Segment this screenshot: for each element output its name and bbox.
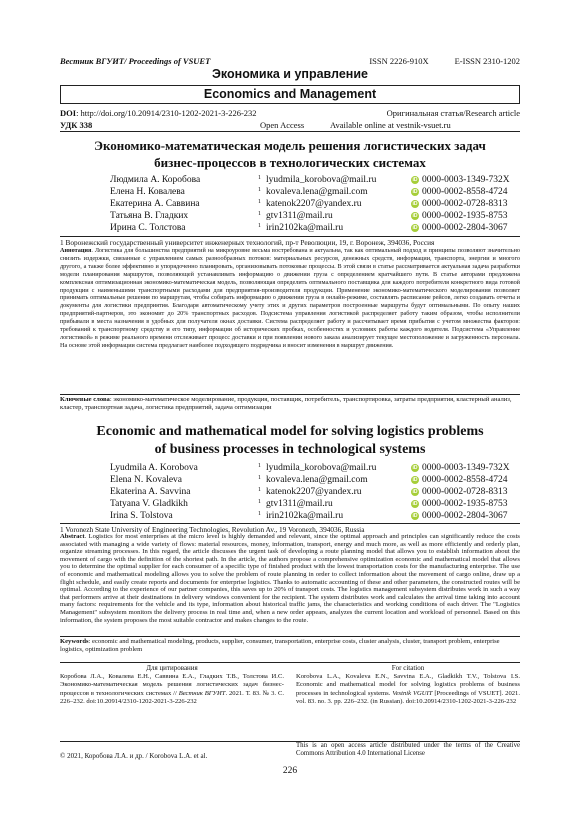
author-name: Lyudmila A. Korobova: [110, 463, 198, 473]
citation-en-heading: For citation: [391, 664, 425, 672]
author-email[interactable]: gtv1311@mail.ru: [266, 211, 333, 221]
author-orcid[interactable]: [411, 486, 508, 498]
journal-name: Вестник ВГУИТ/ Proceedings of VSUET: [60, 56, 211, 66]
author-row: [110, 210, 510, 222]
citation-ru-journal: Вестник ВГУИТ: [178, 689, 226, 697]
author-row: [110, 498, 510, 510]
udc: УДК 338: [60, 120, 93, 130]
author-name: Elena N. Kovaleva: [110, 475, 183, 485]
available-online[interactable]: Available online at vestnik-vsuet.ru: [330, 120, 451, 130]
abstract-ru: [60, 247, 520, 393]
orcid-id: 0000-0002-8558-4724: [422, 187, 508, 197]
affiliation-mark: 1: [258, 199, 261, 205]
title-en-line1: Economic and mathematical model for solving logistics problems: [96, 424, 484, 439]
author-orcid[interactable]: [411, 210, 508, 222]
author-orcid[interactable]: [411, 474, 508, 486]
orcid-id: 0000-0002-8558-4724: [422, 475, 508, 485]
abstract-ru-label: Аннотация: [60, 247, 92, 254]
orcid-icon: iD: [412, 213, 418, 219]
udc-row: [60, 120, 520, 132]
section-title-ru: Экономика и управление: [212, 67, 368, 81]
abstract-en-text: . Logistics for most enterprises at the micro level is highly demanded and relevant, since the optimal approach and principles can significantly reduce the costs associated with managing a wide variety of flows: material resources, money, information, transport, energy and much more, as well as more efficiently and orderly plan, organize streaming processes. In this regard, the article discusses the urgent task of developing a route planning model that allows you to establish information about the movement of cargo with the definition of the shortest path. In the article, the authors propose a comprehensive optimization economic and mathematical model that allows you to determine the optimal supplier for each consumer of a specific type of finished product with the lowest transportation costs for the manufacturing enterprise. The use of economic and mathematical modeling allows you to solve the problem of route planning in order to collect information about the movement of cargo online, draw up a flight schedule, and easily create reports and documents for enterprise logistics. Thanks to automatic accounting of these and other parameters, the constructed routes will be optimal. According to the experience of our partner companies, this saves up to 20% of transport costs. The logistics management subsystem distributes work in such a way that performers arrive at their destinations in delivery windows convenient for the recipient. The system distributes work and calculates the arrival time taking into account many factors: requirements for the vehicle and its type, information about historical traffic jams, the characteristics and working conditions of each driver. The "Logistics Management" subsystem monitors the delivery process in real time and, when a new order appears, analyzes the current location and workload of personnel. Based on this information, the system proposes the most suitable contractor and makes changes to the route.: [60, 533, 520, 624]
orcid-icon: iD: [412, 189, 418, 195]
orcid-icon: iD: [412, 201, 418, 207]
author-orcid[interactable]: [411, 186, 508, 198]
copyright: © 2021, Коробова Л.А. и др. / Korobova L.A. et al.: [60, 752, 208, 760]
author-email[interactable]: irin2102ka@mail.ru: [266, 223, 344, 233]
author-orcid[interactable]: [411, 498, 508, 510]
doi[interactable]: [60, 108, 257, 118]
affiliation-mark: 1: [258, 187, 261, 193]
affiliation-mark: 1: [258, 463, 261, 469]
citation-en-text: [296, 673, 520, 706]
orcid-id: 0000-0002-2804-3067: [422, 511, 508, 521]
author-row: [110, 186, 510, 198]
orcid-icon: iD: [412, 477, 418, 483]
orcid-id: 0000-0002-2804-3067: [422, 223, 508, 233]
author-name: Елена Н. Ковалева: [110, 187, 185, 197]
orcid-id: 0000-0003-1349-732X: [422, 175, 510, 185]
keywords-ru: [60, 394, 520, 412]
orcid-icon: iD: [412, 177, 418, 183]
article-type: Оригинальная статья/Research article: [386, 108, 520, 118]
keywords-en-text: : economic and mathematical modeling, products, supplier, consumer, transportation, enterprise costs, cluster analysis, cluster, transport problem, enterprise logistics, optimization problem: [60, 638, 500, 654]
citation-en-part1: Korobova L.A., Kovaleva E.N., Savvina E.A., Gladkikh T.V., Tolstova I.S. Economic and mathematical model for solving logistics problems of business processes in technological systems.: [296, 673, 520, 697]
author-name: Tatyana V. Gladkikh: [110, 499, 188, 509]
citation-ru-heading: Для цитирования: [146, 664, 198, 672]
affiliation-mark: 1: [258, 211, 261, 217]
keywords-en: [60, 636, 520, 654]
citation-en-part2: [Proceedings of VSUET]. 2021. vol. 83. no. 3. pp. 226–232. (in Russian). doi:10.20914/2310-1202-2021-3-226-232: [296, 689, 520, 705]
abstract-en-label: Abstract: [60, 533, 85, 540]
author-email[interactable]: kovaleva.lena@gmail.com: [266, 187, 368, 197]
citation-ru: [60, 663, 284, 706]
author-row: [110, 486, 510, 498]
orcid-icon: iD: [412, 225, 418, 231]
author-orcid[interactable]: [411, 198, 508, 210]
citation-en: [296, 663, 520, 706]
issn: ISSN 2226-910X: [369, 56, 429, 66]
author-name: Татьяна В. Гладких: [110, 211, 189, 221]
citation-box: [60, 662, 520, 706]
author-orcid[interactable]: [411, 174, 510, 186]
author-row: [110, 222, 510, 234]
section-title-en: Economics and Management: [60, 85, 520, 104]
orcid-id: 0000-0002-0728-8313: [422, 487, 508, 497]
orcid-id: 0000-0002-1935-8753: [422, 499, 508, 509]
author-orcid[interactable]: [411, 510, 508, 522]
orcid-id: 0000-0002-0728-8313: [422, 199, 508, 209]
author-orcid[interactable]: [411, 222, 508, 234]
citation-en-journal: Vestnik VGUIT: [392, 689, 433, 697]
author-row: [110, 462, 510, 474]
title-en: [60, 423, 520, 459]
abstract-en: [60, 533, 520, 636]
affiliation-mark: 1: [258, 487, 261, 493]
affiliation-mark: 1: [258, 511, 261, 517]
citation-ru-text: [60, 673, 284, 706]
orcid-id: 0000-0002-1935-8753: [422, 211, 508, 221]
affiliation-mark: 1: [258, 223, 261, 229]
orcid-icon: iD: [412, 501, 418, 507]
author-name: Екатерина А. Саввина: [110, 199, 200, 209]
keywords-ru-label: Ключевые слова: [60, 396, 110, 403]
eissn: E-ISSN 2310-1202: [454, 56, 520, 66]
author-email[interactable]: lyudmila_korobova@mail.ru: [266, 175, 377, 185]
affiliation-mark: 1: [258, 475, 261, 481]
abstract-ru-text: . Логистика для большинства предприятий на микроуровне весьма востребована и актуальна, так как оптимальный подход и принципы позволяют значительно снизить издержки, связанные с управлением самых разнообразных потоков: материальных ресурсов, денежных средств, информации, транспорта, энергии и многого другого, а также более эффективно и упорядоченно планировать, организовывать потоковые процессы. В этой связи в статье рассматривается актуальная задача разработки модели планирования маршрутов, позволяющей устанавливать информацию о движении груза с определением кратчайшего пути. В статье авторами предложена комплексная оптимизационная экономико-математическая модель, позволяющая определить оптимального поставщика для каждого потребителя конкретного вида готовой продукции с наименьшими транспортными расходами для предприятия-производителя продукции. Применение экономико-математического моделирования позволяет принимать оптимальные решения по маршрутам, чтобы собирать информацию о движении груза в онлайн-режиме, составлять расписание рейсов, легко создавать отчеты и документы для логистики предприятия. Благодаря автоматическому учету этих и других параметров построенные маршруты будут оптимальными. По опыту наших предприятий-партнеров, это экономит до 20% транспортных расходов. Подсистема управления логистикой распределяет работу таким образом, чтобы исполнители прибывали в места назначения в удобных для получателя окнах доставки. Система распределяет работу и рассчитывает время прибытия с учетом множества факторов: требований к транспортному средству и его типу, информации об исторических пробках, особенностях и условиях работы каждого водителя. Подсистема «Управление логистикой» в режиме реального времени отслеживает процесс доставки и при появлении нового заказа анализирует текущее местоположение и загруженность персонала. На основе этой информации система предлагает наиболее подходящего подрядчика и вносит изменения в маршрут движения.: [60, 247, 520, 349]
author-email[interactable]: lyudmila_korobova@mail.ru: [266, 463, 377, 473]
affiliation-mark: 1: [258, 499, 261, 505]
citation-ru-part2: . 2021. Т. 83. № 3. С. 226–232. doi:10.20914/2310-1202-2021-3-226-232: [60, 689, 284, 705]
author-orcid[interactable]: [411, 462, 510, 474]
authors-en: [110, 462, 510, 522]
page-number: 226: [282, 766, 298, 776]
author-row: [110, 174, 510, 186]
author-name: Людмила А. Коробова: [110, 175, 201, 185]
keywords-ru-text: : экономико-математическое моделирование, продукция, поставщик, потребитель, транспортировка, затраты предприятия, кластерный анализ, кластер, транспортная задача, логистика предприятий, задача оптимизации: [60, 396, 512, 412]
author-row: [110, 510, 510, 522]
title-en-line2: of business processes in technological systems: [154, 442, 426, 457]
keywords-en-label: Keywords: [60, 638, 89, 645]
author-email[interactable]: irin2102ka@mail.ru: [266, 511, 344, 521]
author-name: Ekaterina A. Savvina: [110, 487, 191, 497]
orcid-id: 0000-0003-1349-732X: [422, 463, 510, 473]
author-name: Ирина С. Толстова: [110, 223, 186, 233]
orcid-icon: iD: [412, 513, 418, 519]
author-email[interactable]: katenok2207@yandex.ru: [266, 487, 362, 497]
title-ru-line1: Экономико-математическая модель решения логистических задач: [94, 138, 486, 153]
author-name: Irina S. Tolstova: [110, 511, 173, 521]
affiliation-en: 1 Voronezh State University of Engineering Technologies, Revolution Av., 19 Voronezh, 394036, Russia: [60, 523, 520, 534]
doi-label: DOI: [60, 108, 77, 118]
orcid-icon: iD: [412, 465, 418, 471]
author-row: [110, 198, 510, 210]
affiliation-mark: 1: [258, 175, 261, 181]
title-ru: [60, 137, 520, 171]
doi-row: [60, 108, 520, 118]
author-row: [110, 474, 510, 486]
open-access: Open Access: [260, 120, 305, 130]
author-email[interactable]: katenok2207@yandex.ru: [266, 199, 362, 209]
authors-ru: [110, 174, 510, 234]
citation-ru-part1: Коробова Л.А., Ковалева Е.Н., Саввина Е.А., Гладких Т.В., Толстова И.С. Экономико-математическая модель решения логистических задач бизнес-процессов в технологических системах //: [60, 673, 284, 697]
author-email[interactable]: kovaleva.lena@gmail.com: [266, 475, 368, 485]
author-email[interactable]: gtv1311@mail.ru: [266, 499, 333, 509]
doi-value: : http://doi.org/10.20914/2310-1202-2021-3-226-232: [76, 108, 257, 118]
orcid-icon: iD: [412, 489, 418, 495]
license-notice[interactable]: This is an open access article distributed under the terms of the Creative Commons Attribution 4.0 International License: [296, 742, 520, 757]
affiliation-ru: 1 Воронежский государственный университет инженерных технологий, пр-т Революции, 19, г. Воронеж, 394036, Россия: [60, 236, 520, 247]
title-ru-line2: бизнес-процессов в технологических системах: [154, 155, 426, 170]
